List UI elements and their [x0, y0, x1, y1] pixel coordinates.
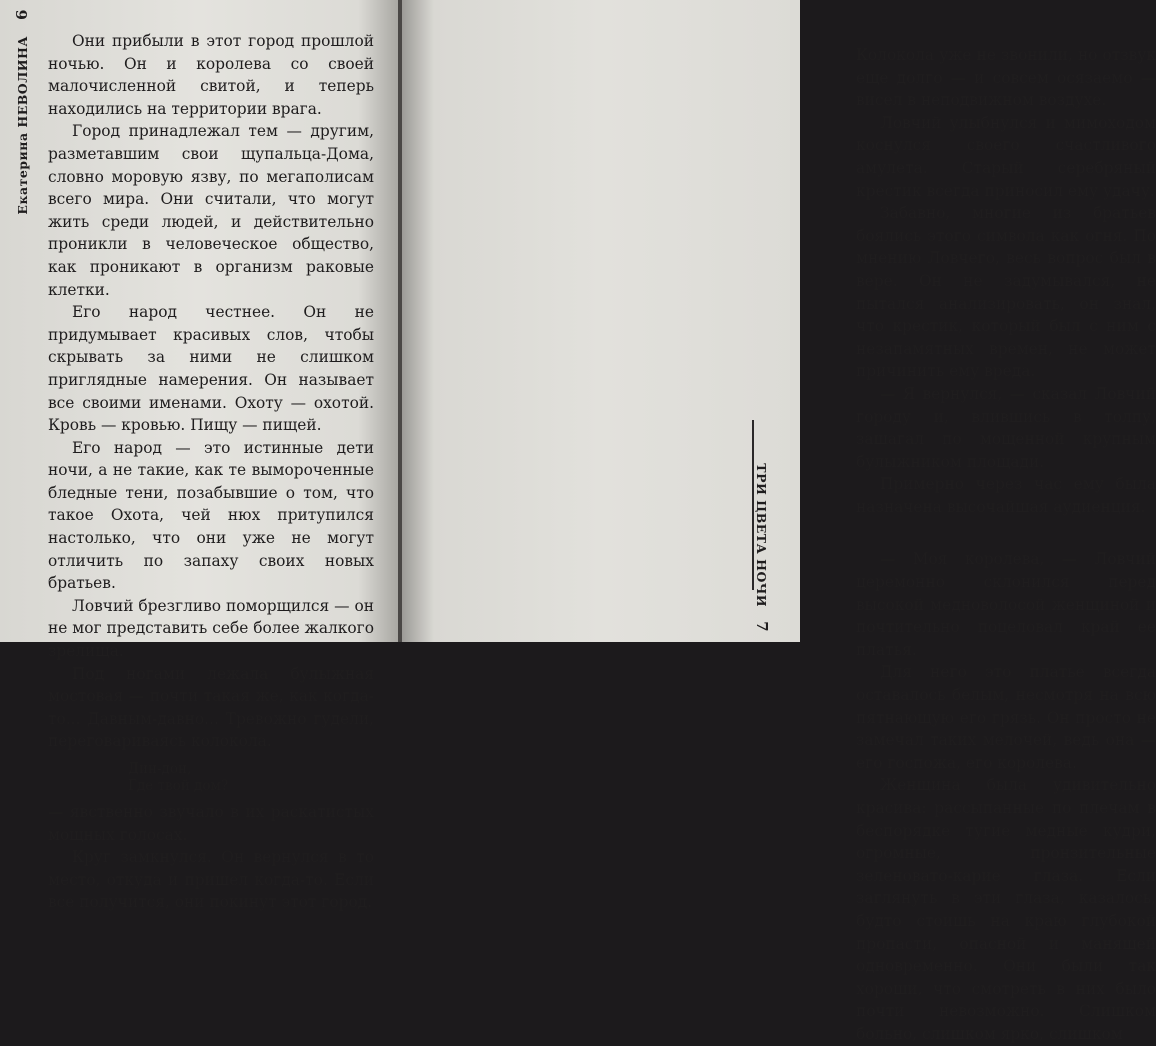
right-page-text — [856, 44, 1156, 1046]
paragraph: Забавно, многие из братьев боялись этого символа как огня. По мнению Ловчего, весь вопрос был в вере. Он не задумывался, не пытался анализировать, он знал, что крестик, который был с ним с незапамятных времен, не может причинить ему вреда. — [856, 204, 1156, 381]
left-page-text — [48, 30, 374, 914]
left-page — [0, 0, 398, 912]
paragraph: Примерно через час ему была назначена высочайшая аудиенция. — [856, 475, 1156, 516]
right-page — [402, 0, 1156, 1043]
paragraph: Круг замкнулся. Он вернулся в то место, откуда и пришел когда-то. Если все получится, они покинут этот город. — [48, 848, 374, 912]
poem-line: Где твой дом? — [128, 778, 229, 794]
paragraph: — явственно звучало в их раскатистых мощных голосах. — [48, 803, 374, 844]
left-running-head — [12, 9, 32, 609]
paragraph: Ловчий брезгливо поморщился — он не мог представить себе более жалкого зрелища. — [48, 596, 374, 661]
left-page-number: 6 — [13, 9, 31, 20]
poem-line: Дин-дон, — [128, 761, 192, 777]
paragraph: Город принадлежал тем — другим, разметавшим свои щупальца-Дома, словно моровую язву, по мегаполисам всего мира. Они считали, что могут жить среди людей, и действительно проникли в человеческое общество, как проникают в организм раковые клетки. — [48, 122, 374, 299]
poem-verse — [128, 761, 374, 795]
paragraph: Для него это платье всегда оставалось белым, несмотря на всю пятнающую его грязь. Он просто не замечал таких мелочей, ведь она — его госпожа, его королева. — [856, 663, 1156, 772]
paragraph: Колокола уже не звонили, но отзвук еще долго — и совсем осязаемо — висел в неподвижном воздухе. — [856, 46, 1156, 110]
paragraph: — Я вернулся, — сказал Ловчий городу и, влившись в толпу, зашагал по мощенной крупным булыжником площади. — [856, 384, 1156, 471]
book-title: ТРИ ЦВЕТА НОЧИ — [754, 463, 770, 608]
paragraph: Женщина была удивительно красива: рассыпанные по плечам в беспорядке тугие медные кудри, огромные, пронзительные зеленовато-карие глаза. Если заглянуть в эти глаза, казалось, будто стоишь на краю глубокой пропасти, опасной и манящей одновременно. Они были так хороши, что смотреть в них было почти невозможно. Слишком больно, слишком ярко, слишком — [856, 776, 1156, 1043]
author-name: Екатерина НЕВОЛИНА — [14, 35, 30, 215]
right-running-head — [752, 32, 772, 632]
paragraph: Ловчий улыбнулся и мимоходом коснулся своего счастливого амулета. Старый серебряный крестик всегда приносил ему удачу. — [856, 113, 1156, 200]
paragraph: Они прибыли в этот город прошлой ночью. Он и королева со своей малочисленной свитой, и теперь находились на территории врага. — [48, 32, 374, 118]
paragraph: Под ногами лежала булыжная мостовая — почти такая же, как когда-то... Давным-давно... Тревожно гудели, переговариваясь колокола. — [48, 664, 374, 751]
paragraph: Его народ — это истинные дети ночи, а не такие, как те вымороченные бледные тени, позабывшие о том, что такое Охота, чей нюх притупился настолько, что они уже не могут отличить по запаху своих новых братьев. — [48, 438, 374, 593]
paragraph: — Моя королева, — Ловчий церемонно склонился перед высокой медноволосой женщиной и почтительно поцеловал край ее платья. — [856, 550, 1156, 659]
right-page-number: 7 — [753, 621, 771, 632]
paragraph: Его народ честнее. Он не придумывает красивых слов, чтобы скрывать за ними не слишком приглядные намерения. Он называет все своими именами. Охоту — охотой. Кровь — кровью. Пищу — пищей. — [48, 303, 374, 435]
